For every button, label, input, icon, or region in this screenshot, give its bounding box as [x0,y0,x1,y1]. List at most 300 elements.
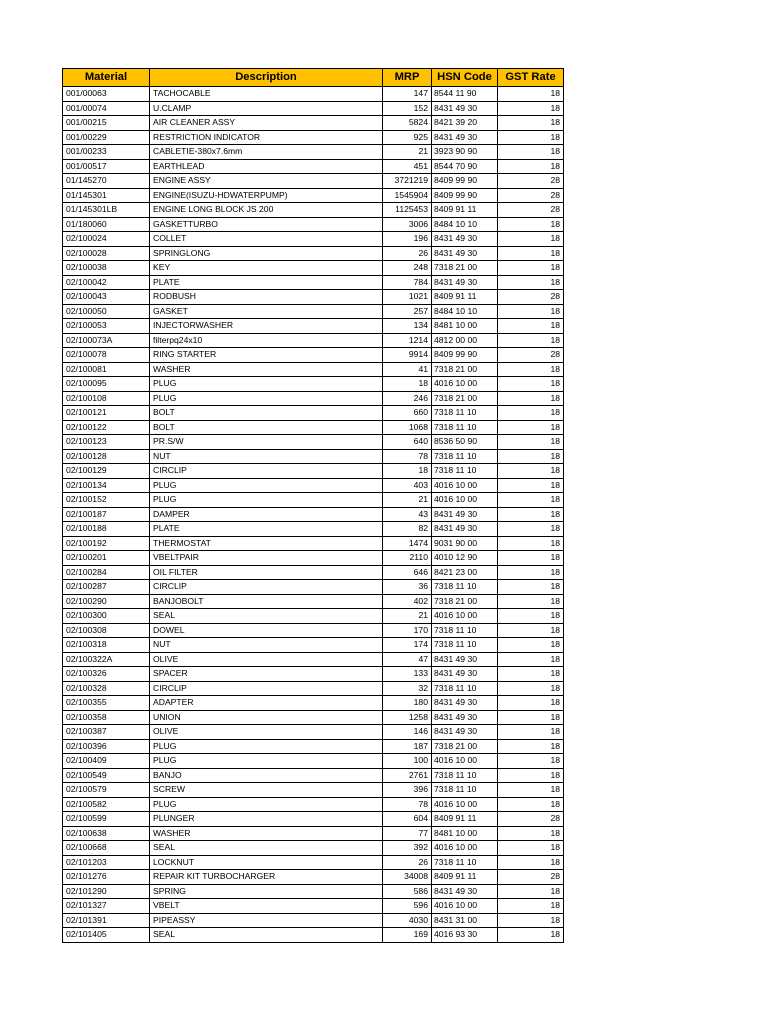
gst-rate-cell: 18 [498,246,564,261]
table-row [63,87,564,102]
material-cell: 02/100355 [63,696,150,711]
mrp-cell: 586 [383,884,432,899]
material-cell: 001/00517 [63,159,150,174]
mrp-cell: 257 [383,304,432,319]
table-row [63,826,564,841]
gst-rate-cell: 18 [498,391,564,406]
description-cell: PLATE [150,522,383,537]
table-row [63,159,564,174]
gst-rate-cell: 18 [498,420,564,435]
hsn-code-cell: 7318 21 00 [432,261,498,276]
table-row [63,565,564,580]
gst-rate-cell: 28 [498,290,564,305]
description-cell: COLLET [150,232,383,247]
hsn-code-cell: 4016 10 00 [432,841,498,856]
description-cell: AIR CLEANER ASSY [150,116,383,131]
material-cell: 02/100123 [63,435,150,450]
material-cell: 02/100187 [63,507,150,522]
gst-rate-cell: 18 [498,681,564,696]
hsn-code-cell: 7318 21 00 [432,362,498,377]
description-cell: PLUG [150,377,383,392]
gst-rate-cell: 18 [498,145,564,160]
table-row [63,507,564,522]
gst-rate-cell: 18 [498,333,564,348]
table-row [63,783,564,798]
hsn-code-cell: 8409 99 90 [432,348,498,363]
table-row [63,145,564,160]
material-cell: 02/100318 [63,638,150,653]
material-cell: 02/100121 [63,406,150,421]
hsn-code-cell: 8481 10 00 [432,826,498,841]
material-cell: 02/100638 [63,826,150,841]
material-cell: 02/101276 [63,870,150,885]
column-header-description: Description [150,69,383,87]
hsn-code-cell: 4016 10 00 [432,478,498,493]
description-cell: CIRCLIP [150,464,383,479]
gst-rate-cell: 18 [498,536,564,551]
column-header-mrp: MRP [383,69,432,87]
mrp-cell: 1545904 [383,188,432,203]
gst-rate-cell: 18 [498,594,564,609]
gst-rate-cell: 28 [498,870,564,885]
table-row [63,493,564,508]
description-cell: GASKETTURBO [150,217,383,232]
table-row [63,362,564,377]
hsn-code-cell: 8431 49 30 [432,507,498,522]
description-cell: PLUG [150,391,383,406]
material-cell: 001/00215 [63,116,150,131]
mrp-cell: 47 [383,652,432,667]
table-row [63,261,564,276]
material-cell: 01/180060 [63,217,150,232]
table-row [63,623,564,638]
gst-rate-cell: 18 [498,783,564,798]
gst-rate-cell: 18 [498,478,564,493]
table-row [63,290,564,305]
table-row [63,420,564,435]
mrp-cell: 41 [383,362,432,377]
description-cell: BANJOBOLT [150,594,383,609]
description-cell: GASKET [150,304,383,319]
mrp-cell: 402 [383,594,432,609]
material-cell: 02/100108 [63,391,150,406]
gst-rate-cell: 28 [498,203,564,218]
hsn-code-cell: 8431 49 30 [432,696,498,711]
hsn-code-cell: 8421 39 20 [432,116,498,131]
gst-rate-cell: 18 [498,623,564,638]
mrp-cell: 392 [383,841,432,856]
table-row [63,377,564,392]
description-cell: VBELT [150,899,383,914]
table-row [63,652,564,667]
table-row [63,681,564,696]
table-row [63,638,564,653]
gst-rate-cell: 18 [498,130,564,145]
hsn-code-cell: 7318 11 10 [432,855,498,870]
material-cell: 001/00233 [63,145,150,160]
material-cell: 02/100579 [63,783,150,798]
parts-price-table [62,68,564,943]
hsn-code-cell: 4010 12 90 [432,551,498,566]
mrp-cell: 660 [383,406,432,421]
gst-rate-cell: 18 [498,464,564,479]
material-cell: 001/00229 [63,130,150,145]
table-row [63,768,564,783]
table-row [63,130,564,145]
description-cell: BOLT [150,420,383,435]
description-cell: CIRCLIP [150,580,383,595]
description-cell: NUT [150,449,383,464]
mrp-cell: 170 [383,623,432,638]
hsn-code-cell: 7318 11 10 [432,580,498,595]
table-row [63,464,564,479]
hsn-code-cell: 7318 11 10 [432,406,498,421]
description-cell: PLUG [150,493,383,508]
table-row [63,522,564,537]
table-row [63,449,564,464]
material-cell: 001/00063 [63,87,150,102]
material-cell: 02/100042 [63,275,150,290]
gst-rate-cell: 18 [498,319,564,334]
material-cell: 02/100152 [63,493,150,508]
mrp-cell: 2110 [383,551,432,566]
hsn-code-cell: 8431 49 30 [432,232,498,247]
table-row [63,232,564,247]
mrp-cell: 133 [383,667,432,682]
gst-rate-cell: 18 [498,826,564,841]
hsn-code-cell: 8421 23 00 [432,565,498,580]
gst-rate-cell: 18 [498,609,564,624]
material-cell: 02/100028 [63,246,150,261]
material-cell: 02/100188 [63,522,150,537]
hsn-code-cell: 7318 21 00 [432,391,498,406]
hsn-code-cell: 7318 11 10 [432,449,498,464]
material-cell: 01/145301LB [63,203,150,218]
mrp-cell: 36 [383,580,432,595]
description-cell: PLUG [150,754,383,769]
description-cell: OLIVE [150,725,383,740]
gst-rate-cell: 18 [498,565,564,580]
description-cell: SPRING [150,884,383,899]
material-cell: 02/100128 [63,449,150,464]
gst-rate-cell: 18 [498,101,564,116]
gst-rate-cell: 28 [498,188,564,203]
hsn-code-cell: 8431 49 30 [432,522,498,537]
hsn-code-cell: 7318 11 10 [432,638,498,653]
table-row [63,899,564,914]
gst-rate-cell: 18 [498,449,564,464]
table-row [63,406,564,421]
table-row [63,435,564,450]
gst-rate-cell: 18 [498,275,564,290]
hsn-code-cell: 8536 50 90 [432,435,498,450]
table-row [63,391,564,406]
description-cell: SPRINGLONG [150,246,383,261]
hsn-code-cell: 7318 11 10 [432,464,498,479]
gst-rate-cell: 18 [498,261,564,276]
description-cell: UNION [150,710,383,725]
mrp-cell: 100 [383,754,432,769]
gst-rate-cell: 18 [498,304,564,319]
hsn-code-cell: 8431 49 30 [432,667,498,682]
table-row [63,319,564,334]
description-cell: RING STARTER [150,348,383,363]
table-row [63,594,564,609]
description-cell: EARTHLEAD [150,159,383,174]
mrp-cell: 78 [383,449,432,464]
material-cell: 02/100129 [63,464,150,479]
mrp-cell: 134 [383,319,432,334]
hsn-code-cell: 7318 11 10 [432,420,498,435]
description-cell: BOLT [150,406,383,421]
mrp-cell: 21 [383,145,432,160]
material-cell: 02/100024 [63,232,150,247]
description-cell: PR.S/W [150,435,383,450]
gst-rate-cell: 18 [498,580,564,595]
description-cell: CABLETIE-380x7.6mm [150,145,383,160]
mrp-cell: 1021 [383,290,432,305]
mrp-cell: 26 [383,855,432,870]
table-row [63,174,564,189]
mrp-cell: 21 [383,493,432,508]
hsn-code-cell: 8431 49 30 [432,725,498,740]
gst-rate-cell: 18 [498,652,564,667]
material-cell: 02/100095 [63,377,150,392]
gst-rate-cell: 18 [498,739,564,754]
gst-rate-cell: 18 [498,406,564,421]
gst-rate-cell: 18 [498,667,564,682]
hsn-code-cell: 8409 91 11 [432,870,498,885]
material-cell: 02/100549 [63,768,150,783]
gst-rate-cell: 18 [498,710,564,725]
description-cell: SEAL [150,841,383,856]
mrp-cell: 32 [383,681,432,696]
material-cell: 02/100078 [63,348,150,363]
table-row [63,754,564,769]
description-cell: DAMPER [150,507,383,522]
hsn-code-cell: 8544 11 90 [432,87,498,102]
description-cell: RODBUSH [150,290,383,305]
description-cell: PLUG [150,739,383,754]
hsn-code-cell: 4016 93 30 [432,928,498,943]
table-row [63,812,564,827]
hsn-code-cell: 8481 10 00 [432,319,498,334]
mrp-cell: 77 [383,826,432,841]
material-cell: 02/100328 [63,681,150,696]
mrp-cell: 26 [383,246,432,261]
mrp-cell: 1258 [383,710,432,725]
gst-rate-cell: 18 [498,522,564,537]
gst-rate-cell: 18 [498,768,564,783]
table-row [63,551,564,566]
table-row [63,739,564,754]
mrp-cell: 146 [383,725,432,740]
material-cell: 02/100308 [63,623,150,638]
material-cell: 01/145301 [63,188,150,203]
hsn-code-cell: 3923 90 90 [432,145,498,160]
description-cell: OLIVE [150,652,383,667]
gst-rate-cell: 18 [498,797,564,812]
gst-rate-cell: 18 [498,696,564,711]
material-cell: 02/100290 [63,594,150,609]
mrp-cell: 640 [383,435,432,450]
description-cell: ENGINE(ISUZU-HDWATERPUMP) [150,188,383,203]
mrp-cell: 604 [383,812,432,827]
description-cell: WASHER [150,826,383,841]
hsn-code-cell: 9031 90 00 [432,536,498,551]
gst-rate-cell: 18 [498,913,564,928]
table-row [63,116,564,131]
mrp-cell: 9914 [383,348,432,363]
table-row [63,333,564,348]
description-cell: SEAL [150,609,383,624]
table-row [63,913,564,928]
description-cell: ENGINE LONG BLOCK JS 200 [150,203,383,218]
table-row [63,710,564,725]
mrp-cell: 248 [383,261,432,276]
mrp-cell: 646 [383,565,432,580]
hsn-code-cell: 8409 91 11 [432,203,498,218]
material-cell: 02/100038 [63,261,150,276]
hsn-code-cell: 8431 31 00 [432,913,498,928]
mrp-cell: 43 [383,507,432,522]
mrp-cell: 1068 [383,420,432,435]
description-cell: PLATE [150,275,383,290]
hsn-code-cell: 8409 99 90 [432,188,498,203]
description-cell: KEY [150,261,383,276]
hsn-code-cell: 7318 21 00 [432,594,498,609]
table-row [63,667,564,682]
mrp-cell: 152 [383,101,432,116]
hsn-code-cell: 7318 11 10 [432,768,498,783]
gst-rate-cell: 18 [498,87,564,102]
table-row [63,884,564,899]
table-row [63,609,564,624]
table-row [63,217,564,232]
table-row [63,348,564,363]
hsn-code-cell: 8431 49 30 [432,884,498,899]
table-row [63,203,564,218]
material-cell: 02/100582 [63,797,150,812]
description-cell: THERMOSTAT [150,536,383,551]
mrp-cell: 3721219 [383,174,432,189]
hsn-code-cell: 8409 99 90 [432,174,498,189]
hsn-code-cell: 8431 49 30 [432,130,498,145]
hsn-code-cell: 4016 10 00 [432,609,498,624]
hsn-code-cell: 8409 91 11 [432,812,498,827]
table-row [63,188,564,203]
description-cell: filterpq24x10 [150,333,383,348]
material-cell: 02/100201 [63,551,150,566]
mrp-cell: 1214 [383,333,432,348]
gst-rate-cell: 18 [498,435,564,450]
material-cell: 02/100387 [63,725,150,740]
gst-rate-cell: 18 [498,725,564,740]
material-cell: 01/145270 [63,174,150,189]
mrp-cell: 147 [383,87,432,102]
hsn-code-cell: 4016 10 00 [432,899,498,914]
material-cell: 02/100287 [63,580,150,595]
mrp-cell: 34008 [383,870,432,885]
gst-rate-cell: 18 [498,377,564,392]
hsn-code-cell: 4812 00 00 [432,333,498,348]
hsn-code-cell: 8431 49 30 [432,652,498,667]
table-row [63,841,564,856]
material-cell: 02/101203 [63,855,150,870]
mrp-cell: 196 [383,232,432,247]
material-cell: 02/100409 [63,754,150,769]
description-cell: REPAIR KIT TURBOCHARGER [150,870,383,885]
gst-rate-cell: 18 [498,493,564,508]
mrp-cell: 396 [383,783,432,798]
gst-rate-cell: 18 [498,159,564,174]
mrp-cell: 174 [383,638,432,653]
description-cell: SPACER [150,667,383,682]
mrp-cell: 925 [383,130,432,145]
table-row [63,855,564,870]
hsn-code-cell: 8484 10 10 [432,217,498,232]
table-row [63,725,564,740]
description-cell: CIRCLIP [150,681,383,696]
gst-rate-cell: 18 [498,855,564,870]
material-cell: 02/100358 [63,710,150,725]
material-cell: 02/100043 [63,290,150,305]
material-cell: 02/100284 [63,565,150,580]
hsn-code-cell: 7318 11 10 [432,623,498,638]
hsn-code-cell: 8431 49 30 [432,101,498,116]
hsn-code-cell: 8431 49 30 [432,710,498,725]
gst-rate-cell: 18 [498,928,564,943]
material-cell: 02/100326 [63,667,150,682]
column-header-gst-rate: GST Rate [498,69,564,87]
mrp-cell: 4030 [383,913,432,928]
description-cell: ENGINE ASSY [150,174,383,189]
description-cell: DOWEL [150,623,383,638]
mrp-cell: 1474 [383,536,432,551]
description-cell: U.CLAMP [150,101,383,116]
gst-rate-cell: 28 [498,348,564,363]
gst-rate-cell: 18 [498,551,564,566]
gst-rate-cell: 18 [498,884,564,899]
description-cell: WASHER [150,362,383,377]
description-cell: RESTRICTION INDICATOR [150,130,383,145]
hsn-code-cell: 7318 11 10 [432,681,498,696]
table-row [63,580,564,595]
hsn-code-cell: 8431 49 30 [432,246,498,261]
hsn-code-cell: 7318 21 00 [432,739,498,754]
gst-rate-cell: 28 [498,812,564,827]
material-cell: 02/100300 [63,609,150,624]
hsn-code-cell: 4016 10 00 [432,493,498,508]
table-row [63,101,564,116]
mrp-cell: 18 [383,464,432,479]
description-cell: BANJO [150,768,383,783]
gst-rate-cell: 18 [498,362,564,377]
description-cell: SEAL [150,928,383,943]
material-cell: 02/100050 [63,304,150,319]
hsn-code-cell: 8431 49 30 [432,275,498,290]
material-cell: 02/100599 [63,812,150,827]
material-cell: 02/100122 [63,420,150,435]
mrp-cell: 21 [383,609,432,624]
material-cell: 02/100081 [63,362,150,377]
mrp-cell: 403 [383,478,432,493]
mrp-cell: 180 [383,696,432,711]
material-cell: 02/100073A [63,333,150,348]
column-header-hsn-code: HSN Code [432,69,498,87]
table-row [63,797,564,812]
mrp-cell: 1125453 [383,203,432,218]
